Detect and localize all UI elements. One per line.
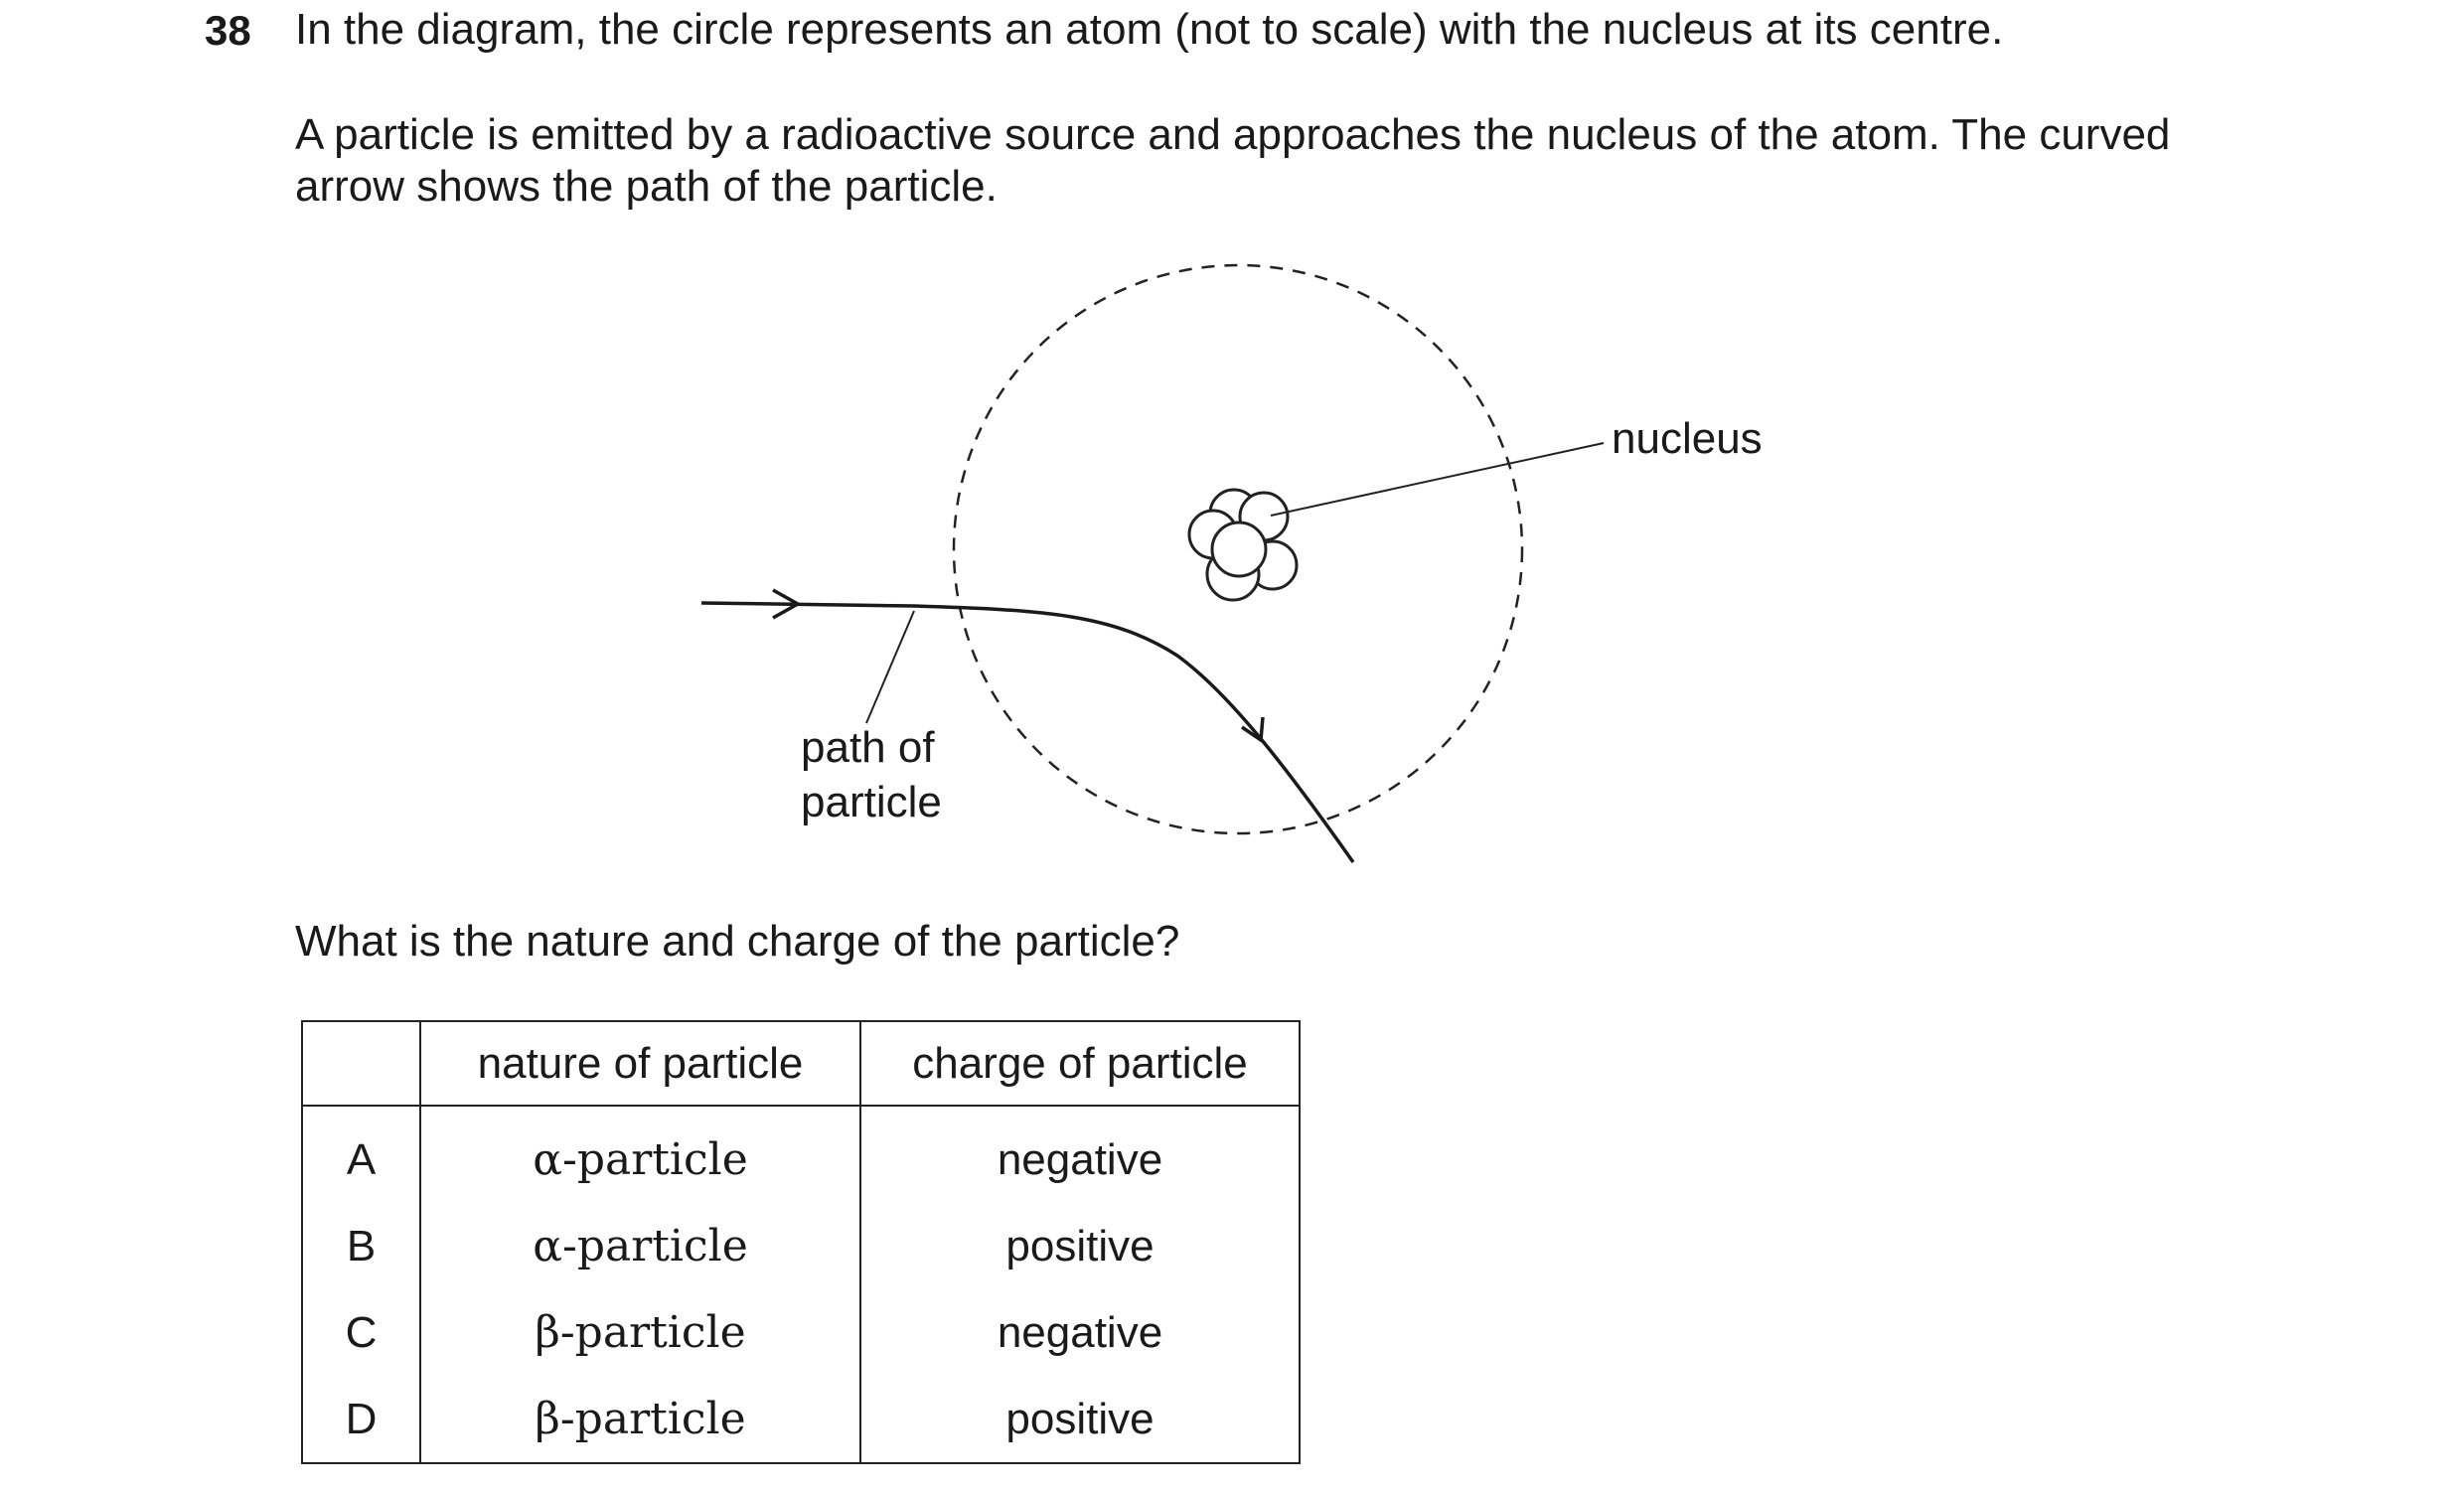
question-description: A particle is emitted by a radioactive source and approaches the nucleus of the atom. The curved arrow shows the path of the particle.: [295, 110, 2171, 211]
option-nature: β-particle: [420, 1376, 860, 1463]
path-leader-line: [866, 611, 914, 723]
nucleus-icon: [1189, 490, 1297, 600]
answer-table: [301, 1020, 1301, 1464]
option-key: D: [302, 1376, 420, 1463]
table-row: [302, 1203, 1300, 1289]
table-row: [302, 1289, 1300, 1376]
option-nature: α-particle: [420, 1106, 860, 1203]
question-intro: In the diagram, the circle represents an atom (not to scale) with the nucleus at its centre.: [295, 5, 2004, 54]
table-row: [302, 1376, 1300, 1463]
question-prompt: What is the nature and charge of the particle?: [295, 917, 1180, 966]
option-charge: negative: [860, 1106, 1300, 1203]
option-charge: positive: [860, 1203, 1300, 1289]
option-nature: β-particle: [420, 1289, 860, 1376]
nucleus-label: nucleus: [1612, 414, 1763, 463]
nucleus-leader-line: [1271, 443, 1604, 516]
option-nature: α-particle: [420, 1203, 860, 1289]
option-charge: negative: [860, 1289, 1300, 1376]
particle-path: [701, 603, 1353, 862]
header-charge: charge of particle: [860, 1021, 1300, 1106]
header-nature: nature of particle: [420, 1021, 860, 1106]
option-key: A: [302, 1106, 420, 1203]
question-number: 38: [205, 7, 251, 54]
table-row: [302, 1106, 1300, 1203]
option-key: B: [302, 1203, 420, 1289]
header-key: [302, 1021, 420, 1106]
option-key: C: [302, 1289, 420, 1376]
table-header-row: [302, 1021, 1300, 1106]
path-label-line1: path of: [801, 723, 935, 772]
option-charge: positive: [860, 1376, 1300, 1463]
path-label-line2: particle: [801, 778, 942, 826]
